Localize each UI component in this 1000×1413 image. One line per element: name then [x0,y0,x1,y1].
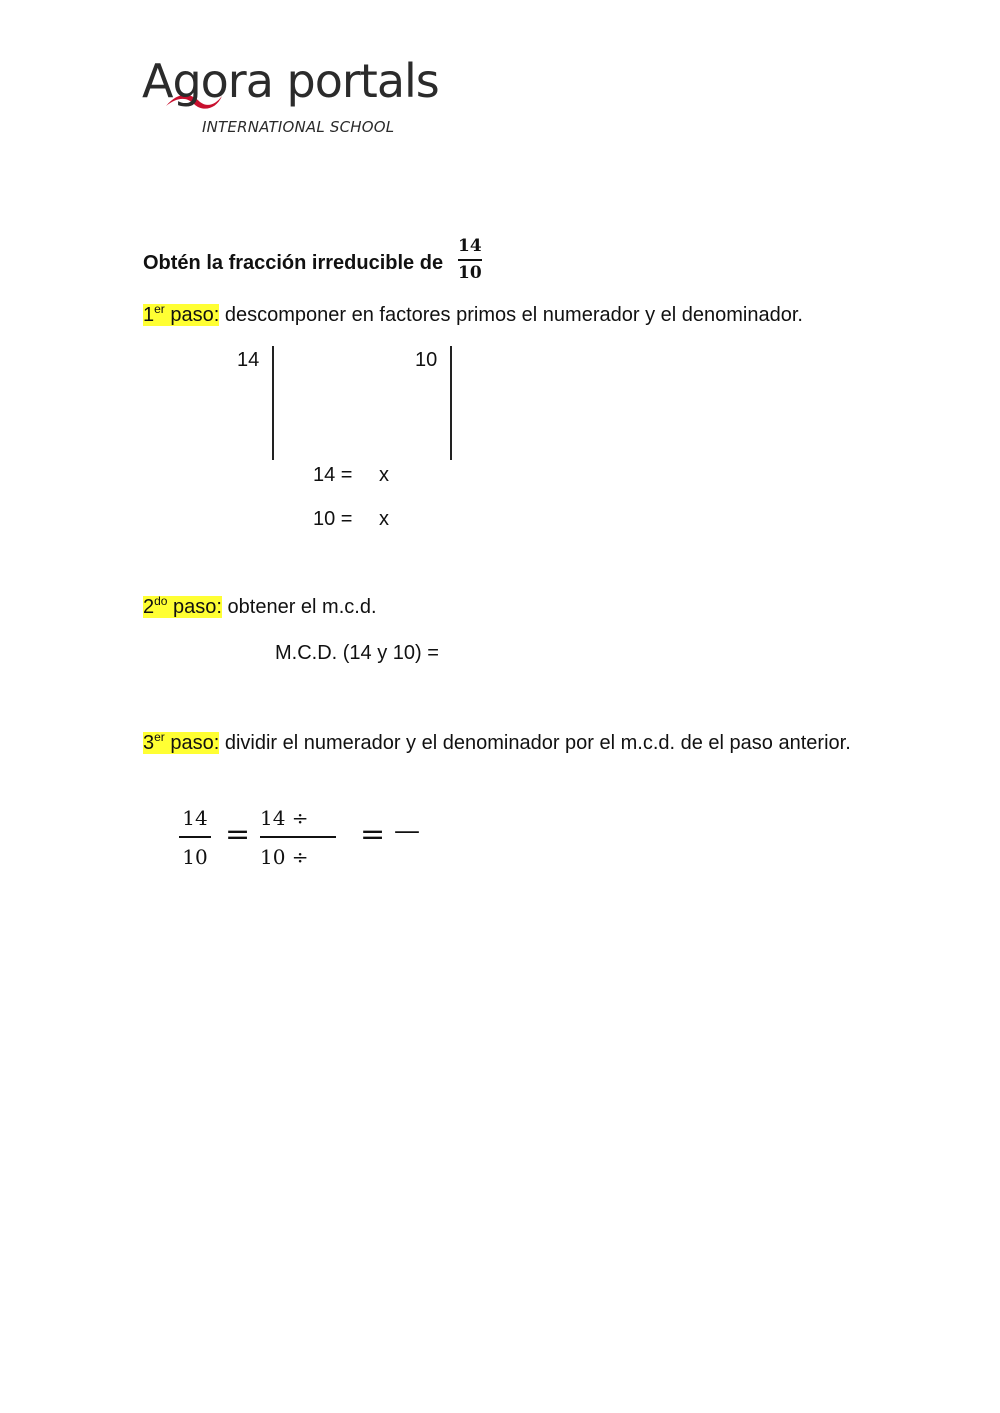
step2-highlight [143,596,222,618]
step1-suffix: er [154,302,165,316]
title-fraction [458,238,482,282]
factor-line-14-op: x [379,464,389,486]
original-fraction-numerator: 14 [182,806,208,830]
division-right-line [450,346,452,460]
division-left-number: 14 [237,349,260,371]
step1-number: 1 [143,304,155,326]
exercise-title: Obtén la fracción irreducible de [143,252,444,274]
step2-label: paso: [173,596,222,618]
step3-suffix: er [154,730,165,744]
division-fraction-denominator: 10 ÷ [260,844,309,869]
division-right-number: 10 [415,349,438,371]
step2-heading [143,596,377,619]
factor-line-10-op: x [379,508,389,530]
step2-suffix: do [154,594,168,608]
step2-text: obtener el m.c.d. [227,596,377,618]
equals-sign-1: = [225,817,251,852]
step3-label: paso: [170,732,220,754]
original-fraction-bar [179,836,211,838]
original-fraction [178,806,212,869]
logo-subtitle: INTERNATIONAL SCHOOL [202,118,395,136]
division-fraction-bar [260,836,336,838]
step3-number: 3 [143,732,155,754]
title-fraction-bar [458,259,482,261]
step1-highlight [143,304,219,326]
division-fraction-numerator: 14 ÷ [260,806,309,830]
school-logo [142,54,472,148]
logo-name: Agora portals [142,54,439,108]
title-fraction-denominator: 10 [458,262,482,283]
step2-number: 2 [143,596,155,618]
factor-line-10-lhs: 10 = [313,508,353,530]
division-left-line [272,346,274,460]
division-fraction [260,806,336,869]
result-fraction-bar: — [394,816,420,846]
original-fraction-denominator: 10 [182,844,208,869]
mcd-expression: M.C.D. (14 y 10) = [275,642,439,664]
equals-sign-2: = [360,817,386,852]
step3-paragraph [143,728,855,759]
factor-line-14-lhs: 14 = [313,464,353,486]
title-fraction-numerator: 14 [458,236,482,256]
step1-label: paso: [170,304,220,326]
step3-highlight [143,732,219,754]
step1-heading [143,304,803,327]
step1-text: descomponer en factores primos el numerador y el denominador. [224,304,803,326]
step3-text: dividir el numerador y el denominador por el m.c.d. de el paso anterior. [224,732,851,754]
